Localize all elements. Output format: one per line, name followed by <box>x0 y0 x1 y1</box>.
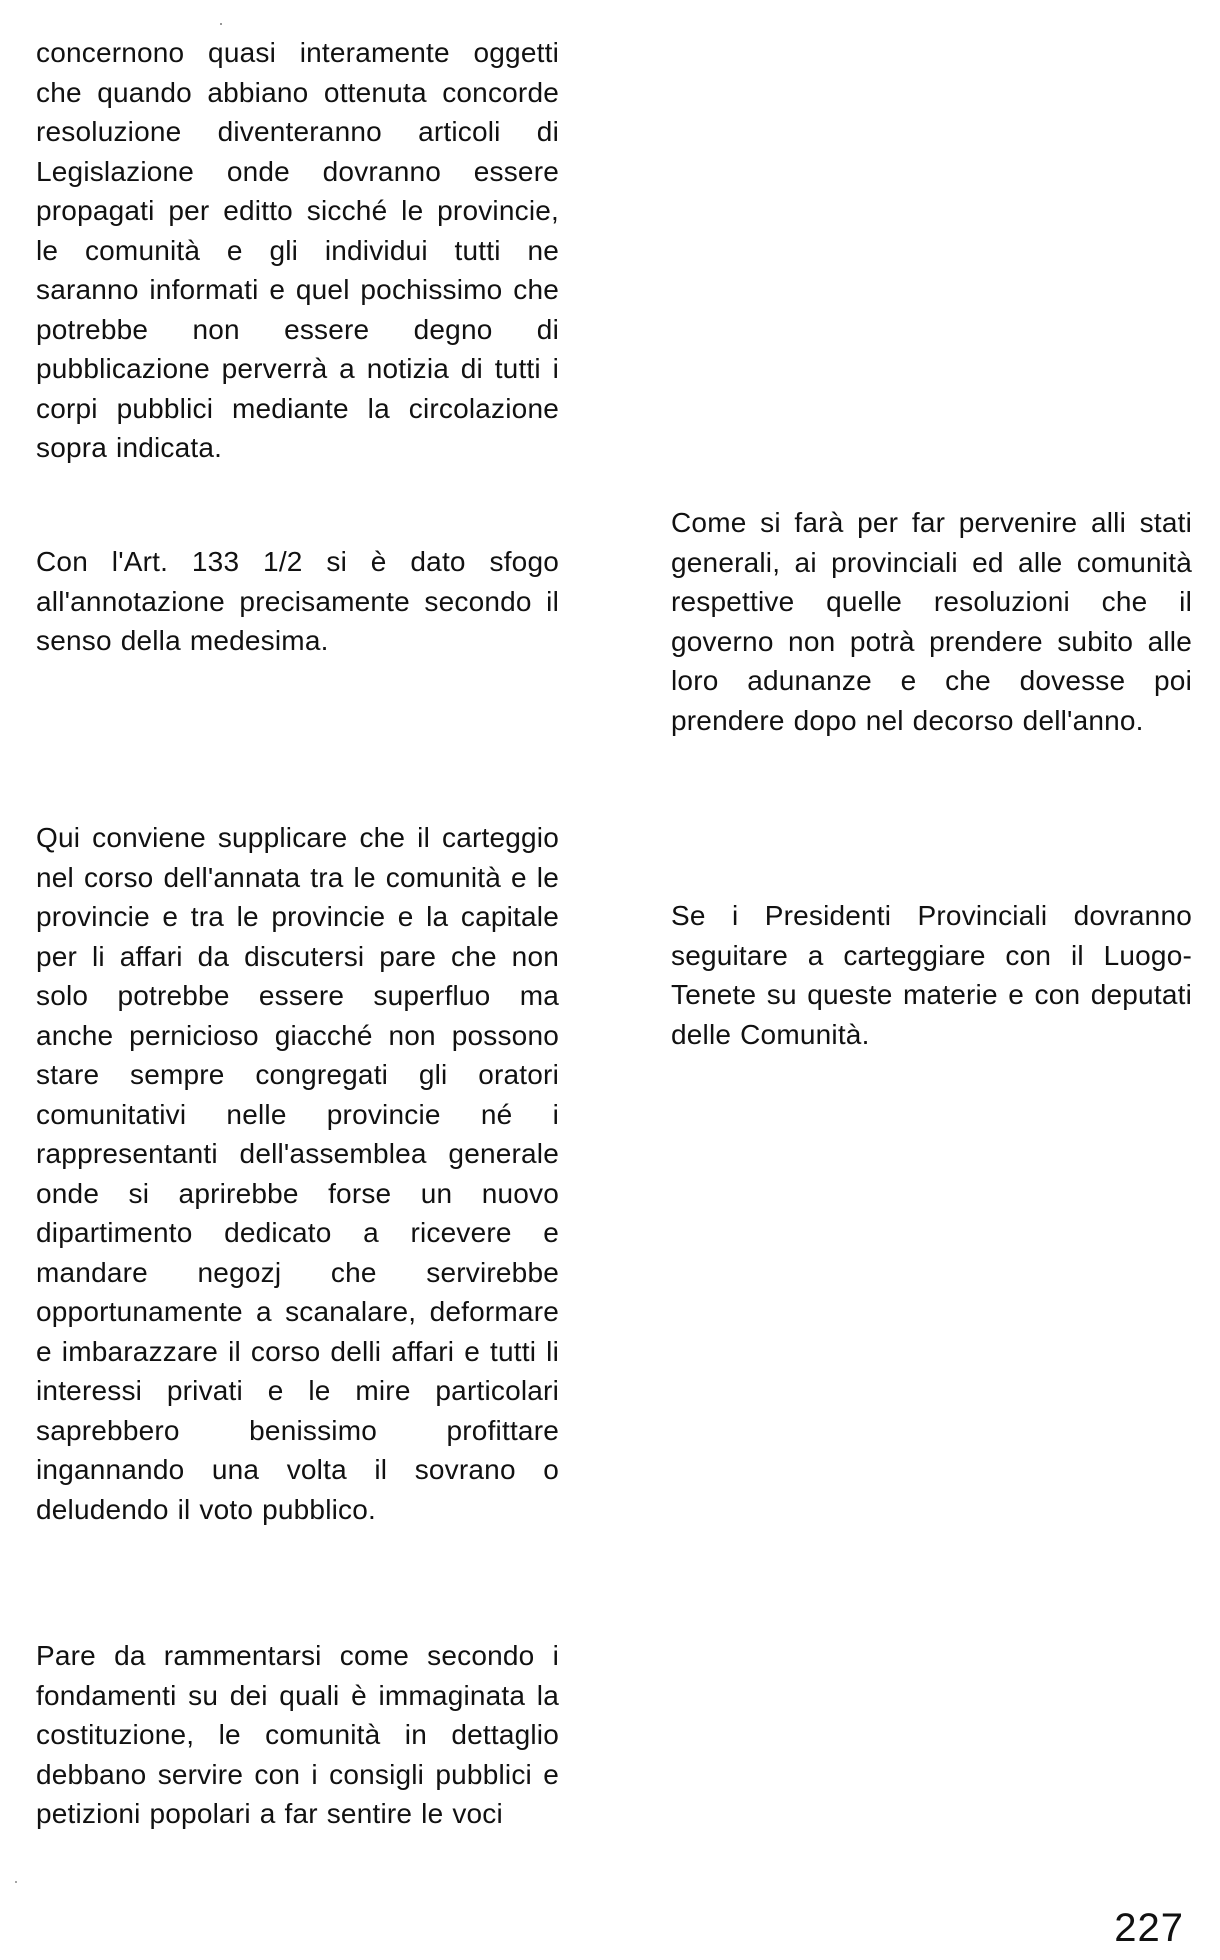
left-paragraph-2: Con l'Art. 133 1/2 si è dato sfogo all'annotazione precisamente secondo il senso della medesima. <box>36 546 559 656</box>
left-paragraph-1: concernono quasi interamente oggetti che quando abbiano ottenuta concorde resoluzione diventeranno articoli di Legislazione onde dovranno essere propagati per editto sicché le provincie, le comunità e gli individui tutti ne saranno informati e quel pochissimo che potrebbe non essere degno di pubblicazione perverrà a notizia di tutti i corpi pubblici mediante la circolazione sopra indicata. <box>36 37 559 463</box>
left-paragraph-3: Qui conviene supplicare che il carteggio nel corso dell'annata tra le comunità e le provincie e tra le provincie e la capitale per li affari da discutersi pare che non solo potrebbe essere superfluo ma anche pernicioso giacché non possono stare sempre congregati gli oratori comunitativi nelle provincie né i rappresentanti dell'assemblea generale onde si aprirebbe forse un nuovo dipartimento dedicato a ricevere e mandare negozj che servirebbe opportunamente a scanalare, deformare e imbarazzare il corso delli affari e tutti li interessi privati e le mire particolari saprebbero benissimo profittare ingannando una volta il sovrano o deludendo il voto pubblico. <box>36 822 559 1525</box>
right-paragraph-2: Se i Presidenti Provinciali dovranno seguitare a carteggiare con il Luogo-Tenete su queste materie e con deputati delle Comunità. <box>671 900 1192 1050</box>
left-paragraph-4: Pare da rammentarsi come secondo i fondamenti su dei quali è immaginata la costituzione, le comunità in dettaglio debbano servire con i consigli pubblici e petizioni popolari a far sentire le voci <box>36 1640 559 1829</box>
right-paragraph-1: Come si farà per far pervenire alli stati generali, ai provinciali ed alle comunità respettive quelle resoluzioni che il governo non potrà prendere subito alle loro adunanze e che dovesse poi prendere dopo nel decorso dell'anno. <box>671 507 1192 736</box>
page-number: 227 <box>1114 1906 1184 1950</box>
